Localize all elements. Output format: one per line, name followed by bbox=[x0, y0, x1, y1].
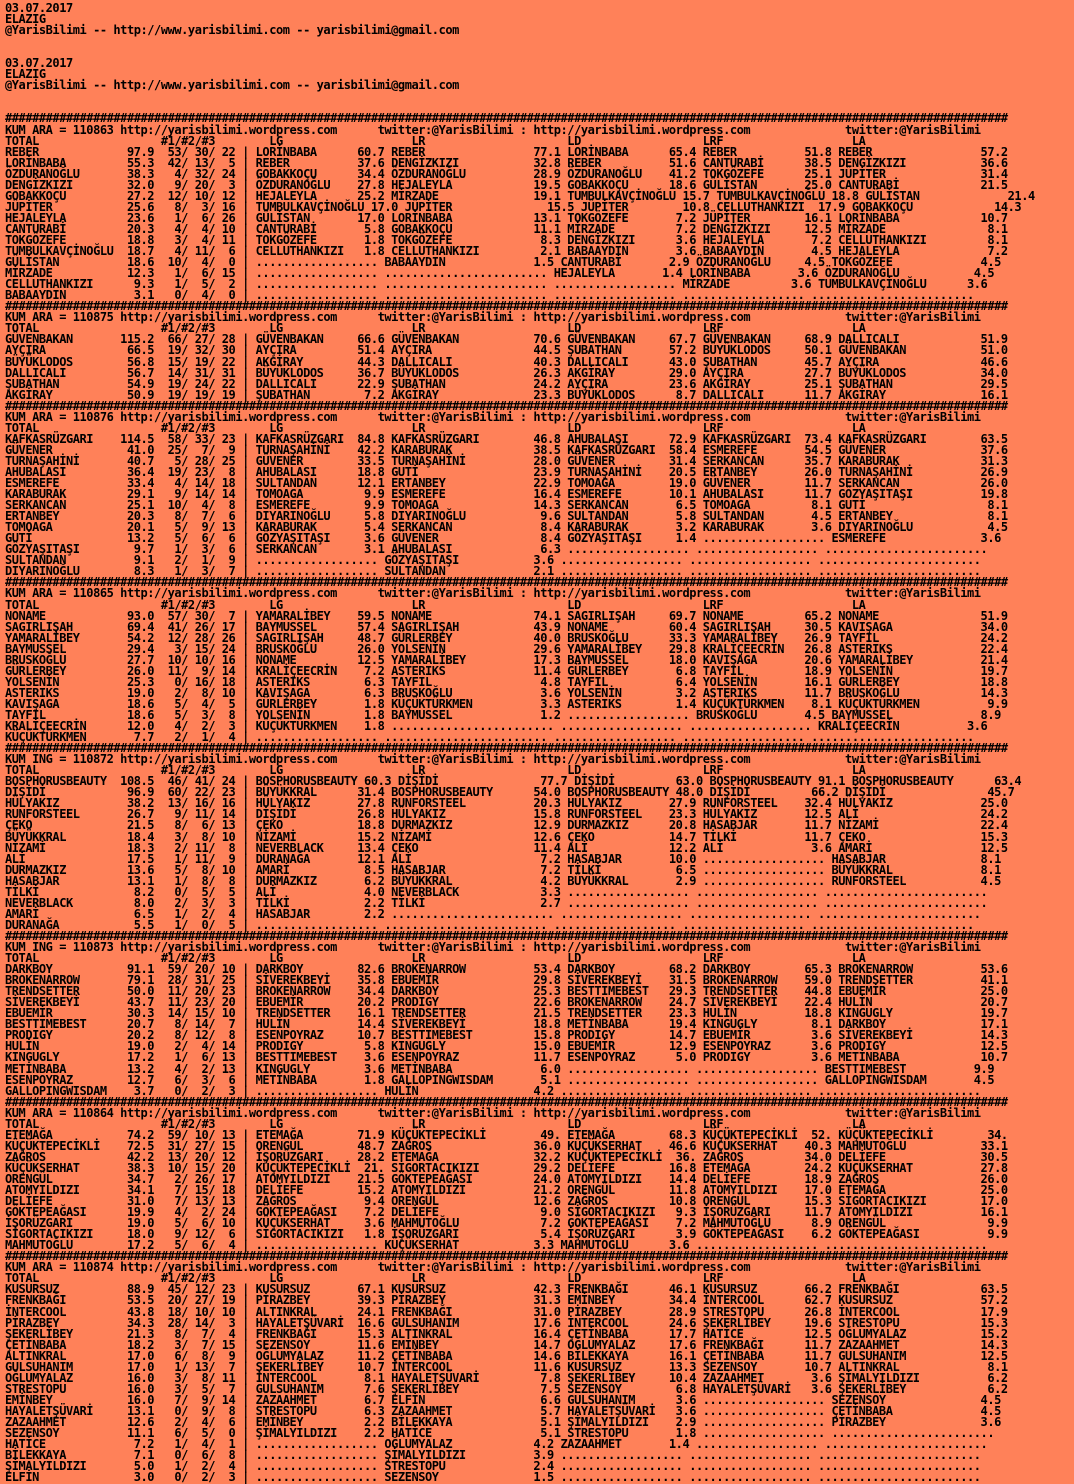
table-row: GOBAKKOÇU 27.2 12/ 10/ 12 | HEJALEYLA 25.2 MİRZADE 19.1 TUMBULKAVÇİNOĞLU 15.7 TUMBULKAVÇİNOĞLU 18.8 GÜLİSTAN 21.4 bbox=[5, 188, 1042, 203]
table-row: ESMEREFE 33.4 4/ 14/ 18 | SULTANDAN 12.1 ERTANBEY 22.9 TOMOAGA 19.0 GÜVENER 11.7 SERKANCAN 26.0 bbox=[5, 476, 1015, 491]
table-row: KAVIŞAGA 18.6 5/ 4/ 5 | GÜRLERBEY 1.8 KÜÇÜKTÜRKMEN 3.3 ASTERIKS 1.4 KÜÇÜKTÜRKMEN 8.1 KÜÇÜKTÜRKMEN 9.9 bbox=[5, 696, 1015, 711]
table-row: DARKBOY 91.1 59/ 20/ 10 | DARKBOY 82.6 BROKENARROW 53.4 DARKBOY 68.2 DARKBOY 65.3 BROKENARROW 53.6 bbox=[5, 962, 1015, 977]
table-row: EBUEMİR 30.3 14/ 15/ 10 | TRENDSETTER 16.1 TRENDSETTER 21.5 TRENDSETTER 23.3 HULİN 18.8 KINGUGLY 19.7 bbox=[5, 1006, 1015, 1021]
table-row: HULİN 19.0 2/ 4/ 14 | PRODIGY 5.8 KINGUGLY 15.0 EBUEMİR 12.9 ESENPOYRAZ 3.6 PRODIGY 12.5 bbox=[5, 1039, 1015, 1054]
table-row: BESTTIMEBEST 20.7 8/ 14/ 7 | HULİN 14.4 SİVEREKBEYİ 18.8 METİNBABA 19.4 KINGUGLY 8.1 DARKBOY 17.1 bbox=[5, 1017, 1015, 1032]
table-row: ŞİMALYILDIZI 5.0 1/ 2/ 4 | .................. STRESTOPU 2.4 .................. .................. ........................ bbox=[5, 1459, 988, 1474]
separator-line: #################################################################################################################################################### bbox=[5, 111, 1008, 126]
column-header-line: TOTAL #1/#2/#3 LG LR LD LRF LA bbox=[5, 597, 866, 612]
separator-line: #################################################################################################################################################### bbox=[5, 299, 1008, 314]
table-row: FRENKBAĞI 53.5 20/ 27/ 19 | PİRAZBEY 39.3 PİRAZBEY 31.3 EMİNBEY 34.4 İNTERCOOL 62.7 KUSURSUZ 57.2 bbox=[5, 1293, 1015, 1308]
report-city: ELAZIG bbox=[5, 67, 46, 82]
table-row: TAYFIL 18.6 5/ 3/ 8 | YOLSENİN 1.8 BAYMUSSEL 1.2 .................. BRUSKOĞLU 4.5 BAYMUSSEL 8.9 bbox=[5, 708, 1008, 722]
table-row: YAMARALİBEY 54.2 12/ 28/ 26 | SAGIRLIŞAH 48.7 GÜRLERBEY 40.0 BRUSKOĞLU 33.3 YAMARALİBEY 26.9 TAYFIL 24.2 bbox=[5, 630, 1015, 645]
table-row: BRUSKOĞLU 27.7 10/ 10/ 16 | NONAME 12.5 YAMARALİBEY 17.3 BAYMUSSEL 18.0 KAVIŞAGA 20.6 YAMARALİBEY 21.4 bbox=[5, 652, 1015, 667]
table-row: MAHMUTOĞLU 17.2 5/ 6/ 4 | .................. KÜÇÜKSERHAT 3.3 MAHMUTOĞLU 3.6 .................. ........................ bbox=[5, 1238, 995, 1253]
table-row: KÜÇÜKTEPECİKLİ 72.5 31/ 27/ 15 | ORENGÜL 48.7 ZAĞROS 36.0 KÜÇÜKSERHAT 46.6 KÜÇÜKSERHAT 40.3 MAHMUTOĞLU 33.1 bbox=[5, 1138, 1015, 1153]
separator-line: #################################################################################################################################################### bbox=[5, 1094, 1008, 1109]
report-contact: @YarisBilimi -- http://www.yarisbilimi.com -- yarisbilimi@gmail.com bbox=[5, 78, 459, 93]
blank-line bbox=[5, 36, 1074, 47]
table-row: BİLEKKAYA 7.1 0/ 6/ 8 | .................. ŞİMALYILDIZI 3.9 .................. .................. ........................ bbox=[5, 1448, 988, 1463]
table-row: DURMAZKIZ 13.6 5/ 8/ 10 | AMARİ 8.5 HASABJAR 7.2 TİLKİ 6.5 .................. BÜYÜKKRAL 8.1 bbox=[5, 862, 1008, 877]
separator-line: #################################################################################################################################################### bbox=[5, 398, 1008, 413]
table-row: ÖZDURANOĞLU 38.3 4/ 32/ 24 | GOBAKKOÇU 34.4 ÖZDURANOĞLU 28.9 ÖZDURANOĞLU 41.2 TOKGÖZEFE 25.1 JÜPİTER 31.4 bbox=[5, 166, 1015, 181]
table-row: RUNFORSTEEL 26.7 9/ 11/ 14 | DİŞİDİ 26.8 HÜLYAKIZ 15.8 RUNFORSTEEL 23.3 HÜLYAKIZ 12.5 ALİ 24.2 bbox=[5, 807, 1015, 822]
table-row: ŞUBATHAN 54.9 19/ 24/ 22 | DALLICALI 22.9 ŞUBATHAN 24.2 AYÇIRA 23.6 AKGİRAY 25.1 ŞUBATHAN 29.5 bbox=[5, 376, 1015, 391]
table-row: BOSPHORUSBEAUTY 108.5 46/ 41/ 24 | BOSPHORUSBEAUTY 60.3 DİŞİDİ 77.7 DİŞİDİ 63.0 BOSPHORUSBEAUTY 91.1 BOSPHORUSBEAUTY 63.4 bbox=[5, 774, 1028, 789]
separator-line: #################################################################################################################################################### bbox=[5, 575, 1008, 590]
table-row: ZAĞROS 42.2 13/ 20/ 12 | İŞORÜZGARI 28.2 ETEMAĞA 32.2 KÜÇÜKTEPECİKLİ 36. ZAĞROS 34.0 DELİEFE 30.5 bbox=[5, 1149, 1015, 1164]
table-row: AMARİ 6.5 1/ 2/ 4 | HASABJAR 2.2 ........................ .................. .................. ........................ bbox=[5, 906, 988, 921]
table-row: ATOMYILDIZI 34.1 7/ 15/ 18 | DELİEFE 15.2 ATOMYILDIZI 21.2 ORENGÜL 11.8 ATOMYILDIZI 17.0 ETEMAĞA 25.0 bbox=[5, 1183, 1015, 1198]
table-row: EMİNBEY 16.0 7/ 9/ 14 | ZAZAAHMET 6.7 ELFİN 6.6 GULSUHANIM 3.6 .................. SEZENSOY 4.5 bbox=[5, 1392, 1008, 1407]
table-row: GALLOPINGWISDAM 3.7 0/ 2/ 3 | .................. HULİN 4.2 .................. .................. ........................ bbox=[5, 1083, 988, 1098]
table-row: GÜVENER 41.0 25/ 7/ 9 | TURNAŞAHİNİ 42.2 KARABURAK 38.5 KAFKASRÜZGARI 58.4 ESMEREFE 54.5 GÜVENER 37.6 bbox=[5, 442, 1015, 457]
column-header-line: TOTAL #1/#2/#3 LG LR LD LRF LA bbox=[5, 420, 866, 435]
table-row: BÜYÜKLODOS 56.8 15/ 19/ 22 | AKGİRAY 44.3 DALLICALI 40.3 DALLICALI 43.0 ŞUBATHAN 45.7 AYÇIRA 46.6 bbox=[5, 354, 1015, 369]
section-title-line: KUM ARA = 110876 http://yarisbilimi.wordpress.com twitter:@YarisBilimi : http://yarisbilimi.wordpress.com twitter:@YarisBilimi bbox=[5, 409, 981, 424]
table-row: ESENPOYRAZ 12.7 6/ 3/ 6 | METİNBABA 1.8 GALLOPINGWISDAM 5.1 .................. .................. GALLOPINGWISDAM 4.5 bbox=[5, 1072, 1001, 1087]
table-row: GÜLİSTAN 18.6 10/ 4/ 0 | .................. BABAAYDIN 1.5 CANTURABİ 2.9 ÖZDURANOĞLU 4.5 TOKGÖZEFE 4.5 bbox=[5, 255, 1008, 270]
column-header-line: TOTAL #1/#2/#3 LG LR LD LRF LA bbox=[5, 951, 866, 966]
table-row: YOLSENİN 25.3 0/ 16/ 18 | ASTERIKS 6.3 TAYFIL 4.8 TAYFIL 6.4 YOLSENİN 16.1 GÜRLERBEY 18.8 bbox=[5, 674, 1015, 689]
table-row: GÜVENBAKAN 115.2 66/ 27/ 28 | GÜVENBAKAN 66.6 GÜVENBAKAN 70.6 GÜVENBAKAN 67.7 GÜVENBAKAN 68.9 DALLICALI 51.9 bbox=[5, 332, 1015, 347]
table-row: TİLKİ 8.2 0/ 5/ 5 | ALİ 4.0 NEVERBLACK 3.3 .................. .................. ........................ bbox=[5, 884, 995, 899]
column-header-line: TOTAL #1/#2/#3 LG LR LD LRF LA bbox=[5, 321, 866, 336]
table-row: CANTURABİ 20.3 4/ 4/ 10 | CANTURABİ 5.8 GOBAKKOÇU 11.1 MİRZADE 7.2 DENGİZKIZI 12.5 MİRZADE 8.1 bbox=[5, 221, 1015, 236]
table-row: NONAME 93.0 57/ 30/ 7 | YAMARALİBEY 59.5 NONAME 74.1 SAGIRLIŞAH 69.7 NONAME 65.2 NONAME 51.9 bbox=[5, 608, 1015, 623]
table-row: REBER 97.9 53/ 30/ 22 | LORİNBABA 60.7 REBER 77.1 LORİNBABA 65.4 REBER 51.8 REBER 57.2 bbox=[5, 144, 1015, 159]
table-row: STRESTOPU 16.0 3/ 5/ 7 | GULSUHANIM 7.6 ŞEKERLİBEY 7.5 SEZENSOY 6.8 HAYALETŞÜVARİ 3.6 ŞEKERLİBEY 6.2 bbox=[5, 1381, 1015, 1396]
table-row: TUMBULKAVÇİNOĞLU 18.7 4/ 11/ 6 | CELLUTHANKIZI 1.8 CELLUTHANKIZI 2.1 BABAAYDIN 3.6 BABAAYDIN 4.5 HEJALEYLA 7.2 bbox=[5, 244, 1015, 259]
table-row: BROKENARROW 79.1 28/ 31/ 25 | SİVEREKBEYİ 35.8 EBUEMİR 29.8 SİVEREKBEYİ 31.5 BROKENARROW 59.0 TRENDSETTER 41.1 bbox=[5, 973, 1015, 988]
table-row: HEJALEYLA 23.6 1/ 6/ 26 | GÜLİSTAN 17.0 LORİNBABA 13.1 TOKGÖZEFE 7.2 JÜPİTER 16.1 LORİNBABA 10.7 bbox=[5, 210, 1015, 225]
separator-line: #################################################################################################################################################### bbox=[5, 1249, 1008, 1264]
table-row: GUTİ 13.2 5/ 6/ 6 | GÖZYAŞITAŞI 3.6 GÜVENER 8.4 GÖZYAŞITAŞI 1.4 .................. ESMEREFE 3.6 bbox=[5, 531, 1008, 546]
table-row: NEVERBLACK 8.0 2/ 3/ 3 | TİLKİ 2.2 TİLKİ 2.7 .................. .................. ........................ bbox=[5, 895, 995, 910]
column-header-line: TOTAL #1/#2/#3 LG LR LD LRF LA bbox=[5, 133, 866, 148]
table-row: MİRZADE 12.3 1/ 6/ 15 | .................. ........................ HEJALEYLA 1.4 LORİNBABA 3.6 ÖZDURANOĞLU 4.5 bbox=[5, 266, 1001, 281]
column-header-line: TOTAL #1/#2/#3 LG LR LD LRF LA bbox=[5, 763, 866, 778]
table-row: DELİEFE 31.0 7/ 13/ 13 | ZAĞROS 9.4 ORENGÜL 12.6 ZAĞROS 10.8 ORENGÜL 15.3 SİGORTACIKIZI 17.0 bbox=[5, 1194, 1015, 1209]
table-row: ORENGÜL 34.7 2/ 26/ 17 | ATOMYILDIZI 21.5 GÖKTEPEAĞASI 24.0 ATOMYILDIZI 14.4 DELİEFE 18.9 ZAĞROS 26.0 bbox=[5, 1171, 1015, 1186]
table-row: İŞORÜZGARI 19.0 5/ 6/ 10 | KÜÇÜKSERHAT 3.6 MAHMUTOĞLU 7.2 GÖKTEPEAĞASI 7.2 MAHMUTOĞLU 8.9 ORENGÜL 9.9 bbox=[5, 1216, 1015, 1231]
table-row: KINGUGLY 17.2 1/ 6/ 13 | BESTTIMEBEST 3.6 ESENPOYRAZ 11.7 ESENPOYRAZ 5.0 PRODIGY 3.6 METİNBABA 10.7 bbox=[5, 1050, 1015, 1065]
table-row: OĞLUMYALAZ 16.0 3/ 8/ 11 | İNTERCOOL 8.1 HAYALETŞÜVARİ 7.8 ŞEKERLİBEY 10.4 ZAZAAHMET 3.6 ŞİMALYILDIZI 6.2 bbox=[5, 1370, 1015, 1385]
table-row: DALLICALI 56.7 14/ 31/ 31 | BÜYÜKLODOS 36.7 BÜYÜKLODOS 26.3 AKGİRAY 29.0 AYÇIRA 27.7 BÜYÜKLODOS 34.0 bbox=[5, 365, 1015, 380]
table-row: HÜLYAKIZ 38.2 13/ 16/ 16 | HÜLYAKIZ 27.8 RUNFORSTEEL 20.3 HÜLYAKIZ 27.9 RUNFORSTEEL 32.4 HÜLYAKIZ 25.0 bbox=[5, 796, 1015, 811]
section-title-line: KUM ARA = 110863 http://yarisbilimi.wordpress.com twitter:@YarisBilimi : http://yarisbilimi.wordpress.com twitter:@YarisBilimi bbox=[5, 122, 981, 137]
column-header-line: TOTAL #1/#2/#3 LG LR LD LRF LA bbox=[5, 1116, 866, 1131]
table-row: KAFKASRÜZGARI 114.5 58/ 33/ 23 | KAFKASRÜZGARI 84.8 KAFKASRÜZGARI 46.8 AHUBALAŞI 72.9 KAFKASRÜZGARI 73.4 KAFKASRÜZGARI 63.5 bbox=[5, 431, 1015, 446]
section-title-line: KUM ING = 110873 http://yarisbilimi.wordpress.com twitter:@YarisBilimi : http://yarisbilimi.wordpress.com twitter:@YarisBilimi bbox=[5, 939, 981, 954]
blank-line bbox=[5, 47, 1074, 58]
blank-line bbox=[5, 91, 1074, 102]
table-row: HAYALETŞÜVARİ 13.1 0/ 9/ 8 | STRESTOPU 6.3 ZAZAAHMET 5.7 HAYALETŞÜVARİ 3.6 .................. ÇETİNBABA 4.5 bbox=[5, 1403, 1008, 1418]
table-row: KÜÇÜKTÜRKMEN 7.7 2/ 1/ 4 | .................. ........................ .................. .................. ........................ bbox=[5, 730, 981, 745]
report-contact: @YarisBilimi -- http://www.yarisbilimi.com -- yarisbilimi@gmail.com bbox=[5, 23, 459, 38]
table-row: BABAAYDIN 3.1 0/ 4/ 0 | .................. ........................ .................. .................. ........................ bbox=[5, 288, 981, 303]
report-date: 03.07.2017 bbox=[5, 1, 73, 15]
report-city: ELAZIG bbox=[5, 12, 46, 27]
table-row: GÖKTEPEAĞASI 19.9 4/ 2/ 24 | GÖKTEPEAĞASI 7.2 DELİEFE 9.0 SİGORTACIKIZI 9.3 İŞORÜZGARI 11.7 ATOMYILDIZI 16.1 bbox=[5, 1205, 1015, 1220]
table-row: KÜÇÜKSERHAT 38.3 10/ 15/ 20 | KÜÇÜKTEPECİKLİ 21. SİGORTACIKIZI 29.2 DELİEFE 16.8 ETEMAĞA 24.2 KÜÇÜKSERHAT 27.8 bbox=[5, 1160, 1015, 1175]
table-row: SEZENSOY 11.1 6/ 5/ 0 | ŞİMALYILDIZI 2.2 HATİCE 5.1 STRESTOPU 1.8 .................. ........................ bbox=[5, 1426, 1001, 1441]
table-row: GULSUHANIM 17.0 1/ 13/ 7 | ŞEKERLİBEY 10.7 İNTERCOOL 11.6 KUSURSUZ 13.3 SEZENSOY 10.7 ALTINKRAL 8.1 bbox=[5, 1359, 1015, 1374]
table-row: AYÇIRA 66.5 19/ 32/ 30 | AYÇIRA 51.4 AYÇIRA 44.5 ŞUBATHAN 57.2 BÜYÜKLODOS 50.1 GÜVENBAKAN 51.0 bbox=[5, 343, 1015, 358]
separator-line: #################################################################################################################################################### bbox=[5, 928, 1008, 943]
table-row: CELLUTHANKIZI 9.3 1/ 5/ 2 | .................. ........................ .................. MİRZADE 3.6 TUMBULKAVÇİNOĞLU 3.6 bbox=[5, 277, 995, 292]
table-row: ALİ 17.5 1/ 11/ 9 | DURANAĞA 12.1 ALİ 7.2 HASABJAR 10.0 .................. HASABJAR 8.1 bbox=[5, 851, 1008, 866]
table-row: ÇETİNBABA 18.2 3/ 7/ 15 | SEZENSOY 11.6 EMİNBEY 14.7 OĞLUMYALAZ 17.6 FRENKBAĞI 11.7 ZAZAAHMET 14.3 bbox=[5, 1337, 1015, 1352]
table-row: GÜRLERBEY 26.0 11/ 9/ 14 | KRALİÇEECRİN 7.2 ASTERIKS 11.4 GÜRLERBEY 6.8 TAYFIL 18.9 YOLSENİN 19.7 bbox=[5, 663, 1015, 678]
table-row: AHUBALASI 36.4 19/ 23/ 8 | AHUBALASI 18.8 GUTİ 23.9 TURNAŞAHİNİ 20.5 ERTANBEY 26.0 TURNAŞAHİNİ 26.9 bbox=[5, 464, 1015, 479]
table-row: PİRAZBEY 34.3 28/ 14/ 3 | HAYALETŞÜVARİ 16.6 GULSUHANIM 17.6 İNTERCOOL 24.6 ŞEKERLİBEY 19.6 STRESTOPU 15.3 bbox=[5, 1315, 1015, 1330]
table-row: BÜYÜKKRAL 18.4 3/ 8/ 10 | NİZAMİ 15.2 NİZAMİ 12.6 ÇEKO 14.7 TİLKİ 11.7 ÇEKO 15.3 bbox=[5, 829, 1015, 844]
table-row: TRENDSETTER 50.0 11/ 20/ 23 | BROKENARROW 34.4 DARKBOY 25.3 BESTTIMEBEST 29.3 TRENDSETTER 44.8 EBUEMİR 25.0 bbox=[5, 984, 1015, 999]
table-row: SAGIRLIŞAH 69.4 41/ 26/ 17 | BAYMUSSEL 57.4 SAGIRLIŞAH 43.9 NONAME 60.4 SAGIRLIŞAH 30.5 KAVIŞAGA 34.0 bbox=[5, 619, 1015, 634]
table-row: ZAZAAHMET 12.6 2/ 4/ 6 | EMİNBEY 2.2 BİLEKKAYA 5.1 ŞİMALYILDIZI 2.9 .................. PİRAZBEY 3.6 bbox=[5, 1415, 1008, 1429]
table-row: PRODIGY 20.2 8/ 12/ 8 | ESENPOYRAZ 10.7 BESTTIMEBEST 15.8 PRODIGY 14.7 EBUEMİR 3.6 SİVEREKBEYİ 14.3 bbox=[5, 1028, 1015, 1043]
table-row: İNTERCOOL 43.8 18/ 10/ 10 | ALTINKRAL 24.1 FRENKBAĞI 31.0 PİRAZBEY 28.9 STRESTOPU 26.8 İNTERCOOL 17.9 bbox=[5, 1304, 1015, 1319]
column-header-line: TOTAL #1/#2/#3 LG LR LD LRF LA bbox=[5, 1271, 866, 1286]
table-row: ÇEKO 21.5 8/ 6/ 13 | ÇEKO 18.8 DURMAZKIZ 12.9 DURMAZKIZ 20.8 HASABJAR 11.7 NİZAMİ 22.4 bbox=[5, 818, 1015, 833]
table-row: GÖZYAŞITAŞI 9.7 1/ 3/ 6 | SERKANCAN 3.1 AHUBALASI 6.3 .................. .................. ........................ bbox=[5, 542, 995, 557]
table-row: ŞEKERLİBEY 21.3 8/ 7/ 4 | FRENKBAĞI 15.3 ALTINKRAL 16.4 ÇETİNBABA 17.7 HATİCE 12.5 OĞLUMYALAZ 15.2 bbox=[5, 1326, 1015, 1341]
table-row: DURANAĞA 5.5 1/ 0/ 5 | .................. ........................ .................. .................. ........................ bbox=[5, 917, 981, 932]
table-row: DİŞİDİ 96.9 60/ 22/ 23 | BÜYÜKKRAL 31.4 BOSPHORUSBEAUTY 54.0 BOSPHORUSBEAUTY 48.0 DİŞİDİ 66.2 DİŞİDİ 45.7 bbox=[5, 785, 1022, 800]
table-row: ALTINKRAL 17.0 6/ 8/ 9 | OĞLUMYALAZ 11.2 ÇETİNBABA 14.6 BİLEKKAYA 16.1 ÇETİNBABA 11.7 GULSUHANIM 12.5 bbox=[5, 1348, 1015, 1363]
table-row: HASABJAR 13.1 1/ 8/ 8 | DURMAZKIZ 6.2 BÜYÜKKRAL 4.2 BÜYÜKKRAL 2.9 .................. RUNFORSTEEL 4.5 bbox=[5, 873, 1008, 888]
table-row: KUSURSUZ 88.9 45/ 12/ 23 | KUSURSUZ 67.1 KUSURSUZ 42.3 FRENKBAĞI 46.1 KUSURSUZ 66.2 FRENKBAĞI 63.5 bbox=[5, 1282, 1015, 1297]
table-row: SERKANCAN 25.1 10/ 4/ 8 | ESMEREFE 9.9 TOMOAGA 14.3 SERKANCAN 6.5 TOMOAGA 8.1 GUTİ 8.1 bbox=[5, 498, 1015, 513]
section-title-line: KUM ARA = 110875 http://yarisbilimi.wordpress.com twitter:@YarisBilimi : http://yarisbilimi.wordpress.com twitter:@YarisBilimi bbox=[5, 310, 981, 325]
section-title-line: KUM ARA = 110874 http://yarisbilimi.wordpress.com twitter:@YarisBilimi : http://yarisbilimi.wordpress.com twitter:@YarisBilimi bbox=[5, 1260, 981, 1275]
table-row: KARABURAK 29.1 9/ 14/ 14 | TOMOAGA 9.9 ESMEREFE 16.4 ESMEREFE 10.1 AHUBALASI 11.7 GÖZYAŞITAŞI 19.8 bbox=[5, 487, 1015, 502]
table-row: TURNAŞAHİNİ 40.7 5/ 28/ 25 | GÜVENER 33.5 TURNAŞAHİNİ 28.0 GÜVENER 31.4 SERKANCAN 35.7 KARABURAK 31.3 bbox=[5, 453, 1015, 468]
table-row: TOMOAGA 20.1 5/ 9/ 13 | KARABURAK 5.4 SERKANCAN 8.4 KARABURAK 3.2 KARABURAK 3.6 DIYARINOĞLU 4.5 bbox=[5, 520, 1015, 535]
table-row: ETEMAĞA 74.2 59/ 10/ 13 | ETEMAĞA 71.9 KÜÇÜKTEPECİKLİ 49. ETEMAĞA 68.3 KÜÇÜKTEPECİKLİ 52. KÜÇÜKTEPECİKLİ 34. bbox=[5, 1127, 1015, 1142]
table-row: HATİCE 7.2 1/ 4/ 1 | .................. OĞLUMYALAZ 4.2 ZAZAAHMET 1.4 .................. ........................ bbox=[5, 1437, 995, 1452]
table-row: TOKGÖZEFE 18.8 3/ 4/ 11 | TOKGÖZEFE 1.8 TOKGÖZEFE 8.3 DENGİZKIZI 3.6 HEJALEYLA 7.2 CELLUTHANKIZI 8.1 bbox=[5, 232, 1015, 247]
table-row: DENGİZKIZI 32.0 9/ 20/ 3 | ÖZDURANOĞLU 27.8 HEJALEYLA 19.5 GOBAKKOÇU 18.6 GÜLİSTAN 25.0 CANTURABİ 21.5 bbox=[5, 177, 1015, 192]
section-title-line: KUM ARA = 110864 http://yarisbilimi.wordpress.com twitter:@YarisBilimi : http://yarisbilimi.wordpress.com twitter:@YarisBilimi bbox=[5, 1105, 981, 1120]
report-date: 03.07.2017 bbox=[5, 56, 73, 71]
table-row: SULTANDAN 9.1 2/ 1/ 9 | .................. GÖZYAŞITAŞI 3.6 .................. .................. ........................ bbox=[5, 553, 988, 568]
table-row: LORİNBABA 55.3 42/ 13/ 5 | REBER 37.6 DENGİZKIZI 32.8 REBER 51.6 CANTURABİ 38.5 DENGİZKIZI 36.6 bbox=[5, 155, 1015, 170]
table-row: NİZAMİ 18.3 2/ 11/ 8 | NEVERBLACK 13.4 ÇEKO 11.4 ALİ 12.2 ALİ 3.6 AMARİ 12.5 bbox=[5, 840, 1015, 855]
separator-line: #################################################################################################################################################### bbox=[5, 741, 1008, 756]
table-row: DIYARINOĞLU 8.3 1/ 3/ 7 | .................. SULTANDAN 2.1 .................. .................. ........................ bbox=[5, 564, 988, 579]
section-title-line: KUM ARA = 110865 http://yarisbilimi.wordpress.com twitter:@YarisBilimi : http://yarisbilimi.wordpress.com twitter:@YarisBilimi bbox=[5, 586, 981, 601]
table-row: BAYMUSSEL 29.4 3/ 15/ 24 | BRUSKOĞLU 26.0 YOLSENİN 29.6 YAMARALİBEY 29.8 KRALİÇEECRİN 26.8 ASTERIKS 22.4 bbox=[5, 641, 1015, 656]
table-row: METİNBABA 13.2 4/ 2/ 13 | KINGUGLY 3.6 METİNBABA 6.0 .................. .................. BESTTIMEBEST 9.9 bbox=[5, 1061, 1001, 1076]
table-row: KRALİÇEECRİN 12.0 4/ 2/ 3 | KÜÇÜKTÜRKMEN 1.8 ........................ .................. .................. KRALİÇEECRİN 3.6 bbox=[5, 719, 995, 734]
table-row: AKGİRAY 50.9 19/ 19/ 19 | ŞUBATHAN 7.2 AKGİRAY 23.3 BÜYÜKLODOS 8.7 DALLICALI 11.7 AKGİRAY 16.1 bbox=[5, 387, 1015, 402]
table-row: JÜPİTER 25.6 8/ 3/ 16 | TUMBULKAVÇİNOĞLU 17.0 JÜPİTER 15.5 JÜPİTER 10.8 CELLUTHANKIZI 17.9 GOBAKKOÇU 14.3 bbox=[5, 199, 1028, 214]
table-row: ERTANBEY 20.3 8/ 7/ 6 | DIYARINOĞLU 5.8 DIYARINOĞLU 9.6 SULTANDAN 5.8 SULTANDAN 4.5 ERTANBEY 8.1 bbox=[5, 509, 1015, 524]
section-title-line: KUM ING = 110872 http://yarisbilimi.wordpress.com twitter:@YarisBilimi : http://yarisbilimi.wordpress.com twitter:@YarisBilimi bbox=[5, 752, 981, 767]
table-row: ELFİN 3.0 0/ 2/ 3 | .................. SEZENSOY 1.5 .................. .................. ........................ bbox=[5, 1470, 988, 1484]
table-row: SİGORTACIKIZI 18.0 9/ 12/ 6 | SİGORTACIKIZI 1.8 İŞORÜZGARI 5.4 İŞORÜZGARI 3.9 GÖKTEPEAĞASI 6.2 GÖKTEPEAĞASI 9.9 bbox=[5, 1227, 1015, 1242]
table-row: SİVEREKBEYİ 43.7 11/ 23/ 20 | EBUEMİR 20.2 PRODIGY 22.6 BROKENARROW 24.7 SİVEREKBEYİ 22.4 HULİN 20.7 bbox=[5, 995, 1015, 1010]
table-row: ASTERIKS 19.0 2/ 8/ 10 | KAVIŞAGA 6.3 BRUSKOĞLU 3.6 YOLSENİN 3.2 ASTERIKS 11.7 BRUSKOĞLU 14.3 bbox=[5, 685, 1015, 700]
